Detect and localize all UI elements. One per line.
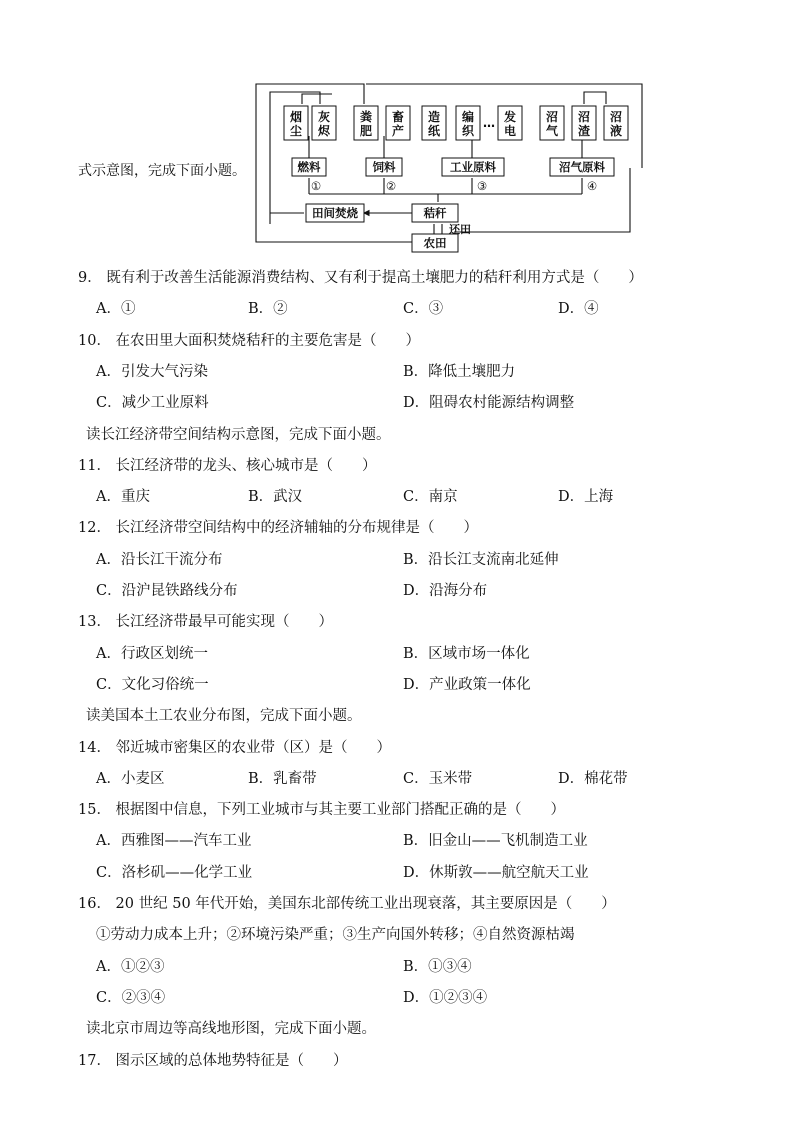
- question-stem: 10． 在农田里大面积焚烧秸秆的主要危害是（ ）: [78, 332, 421, 349]
- option-a[interactable]: A．引发大气污染: [96, 363, 208, 380]
- option-d[interactable]: D．棉花带: [558, 770, 628, 787]
- top-box-label-char: 沼: [545, 110, 559, 124]
- question-stem: 11． 长江经济带的龙头、核心城市是（ ）: [78, 457, 377, 474]
- feed-box: 饲料: [372, 160, 396, 174]
- top-box-label-char: 肥: [359, 124, 373, 138]
- fuel-box: 燃料: [297, 160, 321, 174]
- top-box-label-char: 液: [609, 124, 623, 138]
- option-b[interactable]: B．区域市场一体化: [403, 645, 530, 662]
- option-c[interactable]: C．玉米带: [403, 770, 473, 787]
- top-box-label-char: 烟: [289, 110, 303, 124]
- top-box-label-char: 气: [545, 124, 559, 138]
- top-box-label-char: 烬: [317, 124, 331, 138]
- number-3: ③: [476, 179, 488, 193]
- option-d[interactable]: D．产业政策一体化: [403, 676, 531, 693]
- top-box-label-char: …: [483, 116, 495, 130]
- question-stem: 14． 邻近城市密集区的农业带（区）是（ ）: [78, 739, 392, 756]
- question-stem: 13． 长江经济带最早可能实现（ ）: [78, 614, 334, 631]
- top-box-label-char: 沼: [577, 110, 591, 124]
- option-a[interactable]: A．行政区划统一: [96, 645, 208, 662]
- option-c[interactable]: C．南京: [403, 489, 458, 506]
- option-d[interactable]: D．休斯敦——航空航天工业: [403, 864, 589, 881]
- question-statements: ①劳动力成本上升；②环境污染严重；③生产向国外转移；④自然资源枯竭: [96, 927, 575, 944]
- question-stem: 17． 图示区域的总体地势特征是（ ）: [78, 1052, 348, 1069]
- option-d[interactable]: D．阻碍农村能源结构调整: [403, 395, 575, 412]
- option-a[interactable]: A．重庆: [96, 489, 150, 506]
- question-stem: 15． 根据图中信息，下列工业城市与其主要工业部门搭配正确的是（ ）: [78, 802, 566, 819]
- number-4: ④: [586, 179, 598, 193]
- option-c[interactable]: C．减少工业原料: [96, 395, 209, 412]
- section-lead-text: 读美国本土工农业分布图，完成下面小题。: [86, 708, 362, 725]
- option-b[interactable]: B．武汉: [248, 489, 303, 506]
- top-box-label-char: 沼: [609, 110, 623, 124]
- option-b[interactable]: B．乳畜带: [248, 770, 317, 787]
- straw-utilization-diagram: [254, 82, 646, 254]
- option-d[interactable]: D．④: [558, 301, 599, 318]
- option-a[interactable]: A．①: [96, 301, 136, 318]
- section-lead-text: 读北京市周边等高线地形图，完成下面小题。: [86, 1021, 376, 1038]
- top-box-label-char: 尘: [289, 124, 303, 138]
- industrial-material-box: 工业原料: [450, 160, 496, 174]
- option-c[interactable]: C．②③④: [96, 989, 166, 1006]
- option-c[interactable]: C．沿沪昆铁路线分布: [96, 583, 238, 599]
- return-to-field-label: 还田: [449, 223, 471, 236]
- diagram-intro-text: 式示意图，完成下面小题。: [78, 163, 246, 179]
- option-b[interactable]: B．旧金山——飞机制造工业: [403, 833, 588, 850]
- option-d[interactable]: D．上海: [558, 489, 614, 506]
- top-box-label-char: 发: [503, 110, 517, 124]
- option-b[interactable]: B．②: [248, 301, 288, 318]
- option-c[interactable]: C．③: [403, 301, 444, 318]
- option-d[interactable]: D．①②③④: [403, 989, 488, 1006]
- option-d[interactable]: D．沿海分布: [403, 583, 488, 599]
- option-b[interactable]: B．降低土壤肥力: [403, 363, 516, 380]
- top-box-label-char: 粪: [359, 110, 373, 124]
- option-a[interactable]: A．西雅图——汽车工业: [96, 833, 252, 850]
- top-box-label-char: 电: [503, 124, 517, 138]
- biogas-material-box: 沼气原料: [559, 160, 605, 174]
- top-box-label-char: 渣: [577, 124, 591, 138]
- farmland-box: 农田: [423, 236, 447, 250]
- option-c[interactable]: C．文化习俗统一: [96, 676, 209, 693]
- top-box-label-char: 畜: [391, 110, 405, 124]
- top-box-label-char: 织: [461, 124, 475, 138]
- top-box-label-char: 编: [461, 110, 475, 124]
- option-b[interactable]: B．沿长江支流南北延伸: [403, 551, 559, 568]
- field-burning-box: 田间焚烧: [312, 206, 358, 220]
- option-a[interactable]: A．沿长江干流分布: [96, 551, 223, 568]
- number-1: ①: [310, 179, 322, 193]
- number-2: ②: [385, 179, 397, 193]
- question-stem: 12． 长江经济带空间结构中的经济辅轴的分布规律是（ ）: [78, 520, 479, 537]
- option-a[interactable]: A．小麦区: [96, 770, 165, 787]
- section-lead-text: 读长江经济带空间结构示意图，完成下面小题。: [86, 426, 391, 443]
- top-box-label-char: 产: [391, 124, 405, 138]
- question-stem: 16． 20 世纪 50 年代开始，美国东北部传统工业出现衰落，其主要原因是（ ）: [78, 896, 616, 912]
- option-c[interactable]: C．洛杉矶——化学工业: [96, 864, 253, 881]
- question-stem: 9． 既有利于改善生活能源消费结构、又有利于提高土壤肥力的秸秆利用方式是（ ）: [78, 270, 643, 286]
- top-box-label-char: 造: [427, 110, 441, 124]
- option-a[interactable]: A．①②③: [96, 958, 165, 975]
- top-box-label-char: 纸: [427, 124, 441, 138]
- straw-box: 秸秆: [423, 206, 447, 220]
- top-box-label-char: 灰: [317, 110, 331, 124]
- option-b[interactable]: B．①③④: [403, 958, 472, 975]
